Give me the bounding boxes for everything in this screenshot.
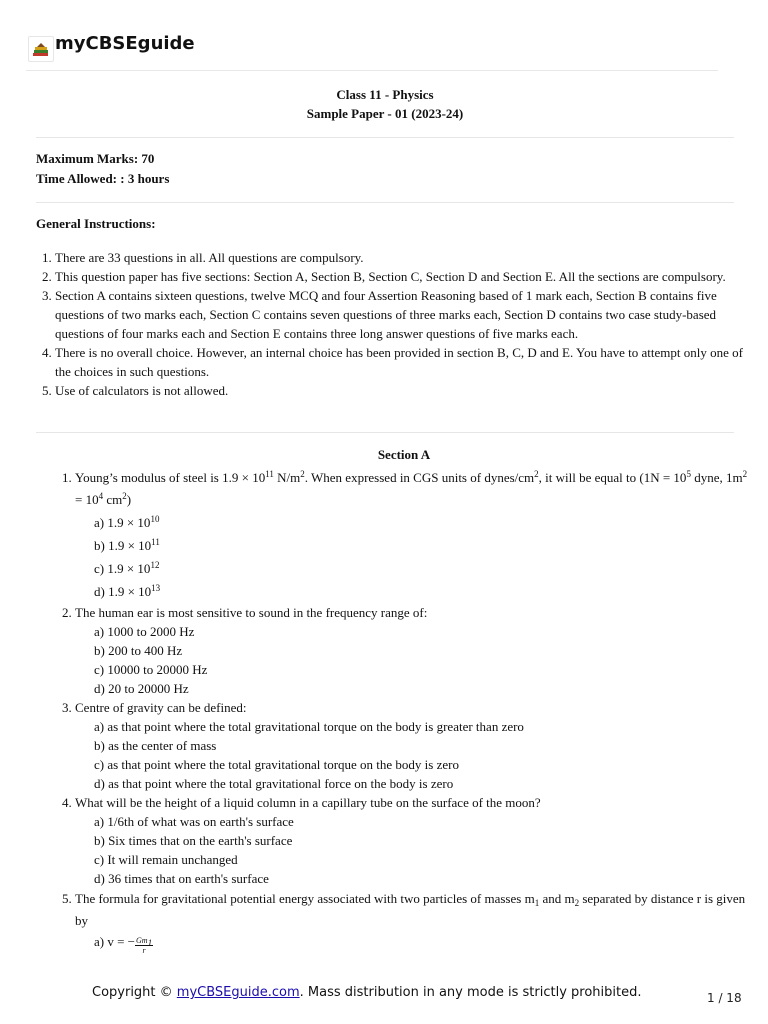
class-title: Class 11 - Physics <box>336 87 434 102</box>
copyright-footer <box>92 985 641 1000</box>
instruction-item: 4. There is no overall choice. However, an internal choice has been provided in section B, C, D and E. You have to attempt only one of the choices in such questions. <box>55 343 745 381</box>
option[interactable]: a) 1000 to 2000 Hz <box>94 624 195 639</box>
q1-options <box>75 511 753 603</box>
option[interactable]: a) $1.9 \times 10^{10}$ <box>94 514 160 530</box>
site-header <box>26 30 718 71</box>
divider <box>36 432 734 433</box>
questions-list <box>56 467 753 955</box>
instructions-list <box>36 248 745 400</box>
option[interactable]: b) $1.9 \times 10^{11}$ <box>94 537 160 553</box>
question-3 <box>75 698 753 793</box>
question-5 <box>75 888 753 955</box>
instructions-heading: General Instructions: <box>36 216 156 231</box>
option[interactable]: a) v = − $\frac{Gm_1}{r}$ <box>94 934 153 955</box>
question-2 <box>75 603 753 698</box>
logo[interactable] <box>28 36 54 62</box>
time-allowed: Time Allowed: : 3 hours <box>36 171 170 186</box>
q5-options <box>75 932 753 955</box>
option[interactable]: d) as that point where the total gravitational force on the body is zero <box>94 776 454 791</box>
q4-text: What will be the height of a liquid column in a capillary tube on the surface of the moon? <box>75 795 541 810</box>
instruction-item: 5. Use of calculators is not allowed. <box>55 381 745 400</box>
option[interactable]: d) 20 to 20000 Hz <box>94 681 189 696</box>
instruction-item: 2. This question paper has five sections: Section A, Section B, Section C, Section D and Section E. All the sections are compulsory. <box>55 267 745 286</box>
copyright-notice: . Mass distribution in any mode is strictly prohibited. <box>299 985 642 1000</box>
books-logo-icon <box>31 40 51 58</box>
section-a-title: Section A <box>377 447 431 462</box>
paper-title: Sample Paper - 01 (2023-24) <box>306 106 464 121</box>
page-indicator: 1 / 18 <box>707 991 742 1005</box>
divider <box>36 137 734 138</box>
question-1 <box>75 467 753 603</box>
q5-text: The formula for gravitational potential energy associated with two particles of masses $m_1$ and $m_2$ separated by distance r is given by <box>75 891 746 928</box>
instruction-item: 1. There are 33 questions in all. All questions are compulsory. <box>55 248 745 267</box>
instruction-item: 3. Section A contains sixteen questions, twelve MCQ and four Assertion Reasoning based of 1 mark each, Section B contains five questions of two marks each, Section C contains seven questions of three marks each, Section D contains two case study-based questions of four marks each and Section E contains three long answer questions of five marks each. <box>55 286 745 343</box>
option[interactable]: b) 200 to 400 Hz <box>94 643 183 658</box>
option[interactable]: c) 10000 to 20000 Hz <box>94 662 208 677</box>
q3-text: Centre of gravity can be defined: <box>75 700 247 715</box>
option[interactable]: a) as that point where the total gravitational torque on the body is greater than zero <box>94 719 524 734</box>
divider <box>36 202 734 203</box>
q3-options <box>75 717 753 793</box>
option[interactable]: b) Six times that on the earth's surface <box>94 833 293 848</box>
question-4 <box>75 793 753 888</box>
q1-text: Young’s modulus of steel is $1.9 \times 10^{11}$ $N/m^2$. When expressed in CGS units of dynes/$cm^2$, it will be equal to ($1N = 10^5$ dyne, $1m^2 = 10^4$ $cm^2$) <box>75 469 748 507</box>
max-marks: Maximum Marks: 70 <box>36 151 155 166</box>
option[interactable]: d) 36 times that on earth's surface <box>94 871 269 886</box>
option[interactable]: d) $1.9 \times 10^{13}$ <box>94 583 161 599</box>
option[interactable]: c) $1.9 \times 10^{12}$ <box>94 560 160 576</box>
brand-name[interactable]: myCBSEguide <box>55 33 195 54</box>
fraction: $\frac{Gm_1}{r}$ <box>136 936 153 955</box>
site-link[interactable]: myCBSEguide.com <box>176 985 300 1000</box>
copyright-text: Copyright © <box>92 985 177 1000</box>
q2-text: The human ear is most sensitive to sound in the frequency range of: <box>75 605 428 620</box>
option[interactable]: c) as that point where the total gravitational torque on the body is zero <box>94 757 459 772</box>
q4-options <box>75 812 753 888</box>
option[interactable]: b) as the center of mass <box>94 738 217 753</box>
q2-options <box>75 622 753 698</box>
option[interactable]: a) 1/6th of what was on earth's surface <box>94 814 294 829</box>
option[interactable]: c) It will remain unchanged <box>94 852 238 867</box>
